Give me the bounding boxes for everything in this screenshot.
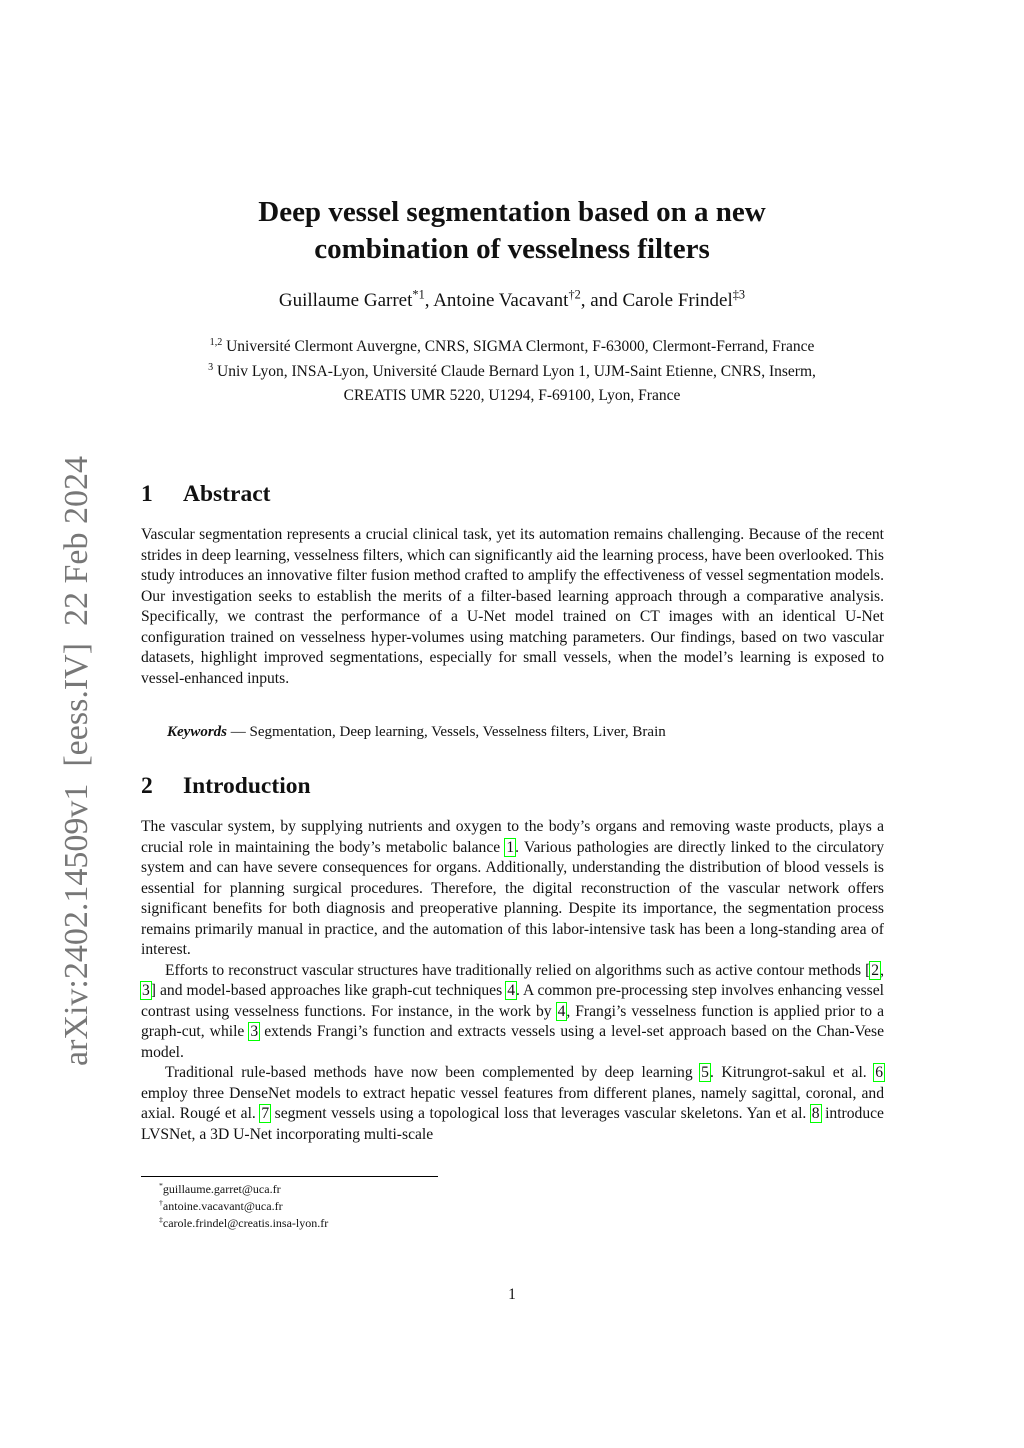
citation-link[interactable]: 4 <box>507 982 515 999</box>
footnote-mark: * <box>159 1181 163 1190</box>
paragraph-text: . Kitrungrot-sakul et al. <box>709 1064 875 1081</box>
footnote <box>159 1181 328 1198</box>
paragraph <box>141 961 884 1064</box>
affiliation-text: Univ Lyon, INSA-Lyon, Université Claude Bernard Lyon 1, UJM-Saint Etienne, CNRS, Inserm, <box>217 362 816 380</box>
author-mark: †2 <box>568 287 581 302</box>
introduction-body <box>141 817 884 1145</box>
author-name: Antoine Vacavant <box>433 290 569 311</box>
citation-link[interactable]: 2 <box>871 961 880 979</box>
page-number: 1 <box>508 1286 516 1303</box>
footnote-email[interactable]: carole.frindel@creatis.insa-lyon.fr <box>162 1216 329 1230</box>
footnote-mark: † <box>159 1198 163 1207</box>
keywords <box>167 724 666 741</box>
affiliation-mark: 3 <box>208 361 214 373</box>
footnote-mark: ‡ <box>159 1215 163 1224</box>
citation-link[interactable]: 3 <box>250 1023 259 1040</box>
paragraph <box>141 817 884 961</box>
paragraph-text: employ three DenseNet models to extract hepatic vessel features from different planes, namely sagittal, coronal, and axial. Rougé et al. <box>141 1084 884 1122</box>
affiliation-text: Université Clermont Auvergne, CNRS, SIGMA Clermont, F-63000, Clermont-Ferrand, France <box>226 338 815 355</box>
footnote-rule <box>141 1176 438 1177</box>
paragraph-text: extends Frangi’s function and extracts vessels using a level-set approach based on the Chan-Vese model. <box>141 1023 884 1061</box>
author-mark: ‡3 <box>732 287 746 302</box>
title-line-2: combination of vesselness filters <box>314 233 710 265</box>
paragraph <box>141 525 884 689</box>
footnotes <box>159 1181 328 1232</box>
paragraph-text: , Frangi’s vesselness function is applied prior to a graph-cut, while <box>141 1002 884 1040</box>
paragraph-text: , <box>880 961 884 979</box>
author-mark: *1 <box>412 287 425 302</box>
author-separator: , <box>424 290 434 311</box>
section-heading-introduction <box>141 773 311 800</box>
section-title: Abstract <box>183 481 271 507</box>
affiliation <box>0 335 1024 360</box>
citation-link[interactable]: 4 <box>557 1002 566 1020</box>
author-name: Guillaume Garret <box>278 290 413 311</box>
keywords-text: — Segmentation, Deep learning, Vessels, Vesselness filters, Liver, Brain <box>227 724 666 740</box>
citation-link[interactable]: 6 <box>875 1064 883 1081</box>
authors <box>0 287 1024 312</box>
citation-link[interactable]: 3 <box>142 982 150 999</box>
paragraph-text: Traditional rule-based methods have now been complemented by deep learning <box>165 1064 701 1081</box>
section-number: 2 <box>141 773 153 799</box>
section-number: 1 <box>141 481 153 507</box>
citation-link[interactable]: 8 <box>811 1105 820 1122</box>
paper-title <box>0 194 1024 268</box>
affiliations <box>0 335 1024 409</box>
affiliation-text: CREATIS UMR 5220, U1294, F-69100, Lyon, France <box>343 387 681 404</box>
section-title: Introduction <box>183 773 311 799</box>
paragraph-text: Vascular segmentation represents a crucial clinical task, yet its automation remains challenging. Because of the recent strides in deep learning, vesselness filters, which can significantly aid the learning process, have been overlooked. This study introduces an innovative filter fusion method crafted to amplify the effectiveness of vessel segmentation models. Our investigation seeks to establish the merits of a filter-based learning approach through a comparative analysis. Specifically, we contrast the performance of a U-Net model trained on CT images with an identical U-Net configuration trained on vesselness hyper-volumes using matching parameters. Our findings, based on two vascular datasets, highlight improved segmentations, especially for small vessels, when the model’s learning is exposed to vessel-enhanced inputs. <box>141 526 884 687</box>
citation-link[interactable]: 7 <box>261 1105 270 1122</box>
author-name: Carole Frindel <box>622 290 733 311</box>
paragraph-text: introduce LVSNet, a 3D U-Net incorporating multi-scale <box>141 1105 884 1143</box>
keywords-label: Keywords <box>167 724 227 740</box>
author-separator: , and <box>580 290 623 311</box>
paragraph-text: . Various pathologies are directly linked to the circulatory system and can have severe consequences for organs. Additionally, understanding the distribution of blood vessels is essential for planning surgical procedures. Therefore, the digital reconstruction of the vascular network offers significant benefits for both diagnosis and preoperative planning. Despite its importance, the segmentation process remains primarily manual in practice, and the automation of this labor-intensive task has been a long-standing area of interest. <box>141 838 884 958</box>
footnote-email[interactable]: guillaume.garret@uca.fr <box>162 1182 281 1196</box>
affiliation <box>0 384 1024 409</box>
footnote-email[interactable]: antoine.vacavant@uca.fr <box>162 1199 283 1213</box>
abstract-body <box>141 525 884 689</box>
arxiv-stamp: arXiv:2402.14509v1 [eess.IV] 22 Feb 2024 <box>58 455 95 1066</box>
footnote <box>159 1198 328 1215</box>
title-line-1: Deep vessel segmentation based on a new <box>258 196 766 228</box>
paragraph-text: . A common pre-processing step involves enhancing vessel contrast using vesselness functions. For instance, in the work by <box>141 982 884 1020</box>
citation-link[interactable]: 1 <box>506 838 515 856</box>
paragraph <box>141 1063 884 1145</box>
paragraph-text: Efforts to reconstruct vascular structures have traditionally relied on algorithms such as active contour methods [ <box>165 961 871 979</box>
affiliation <box>0 360 1024 385</box>
paragraph-text: ] and model-based approaches like graph-cut techniques <box>150 982 507 999</box>
section-heading-abstract <box>141 481 270 508</box>
paragraph-text: The vascular system, by supplying nutrients and oxygen to the body’s organs and removing waste products, plays a crucial role in maintaining the body’s metabolic balance <box>141 818 884 856</box>
citation-link[interactable]: 5 <box>701 1064 709 1081</box>
affiliation-mark: 1,2 <box>209 336 223 348</box>
paragraph-text: segment vessels using a topological loss that leverages vascular skeletons. Yan et al. <box>270 1105 811 1122</box>
footnote <box>159 1215 328 1232</box>
